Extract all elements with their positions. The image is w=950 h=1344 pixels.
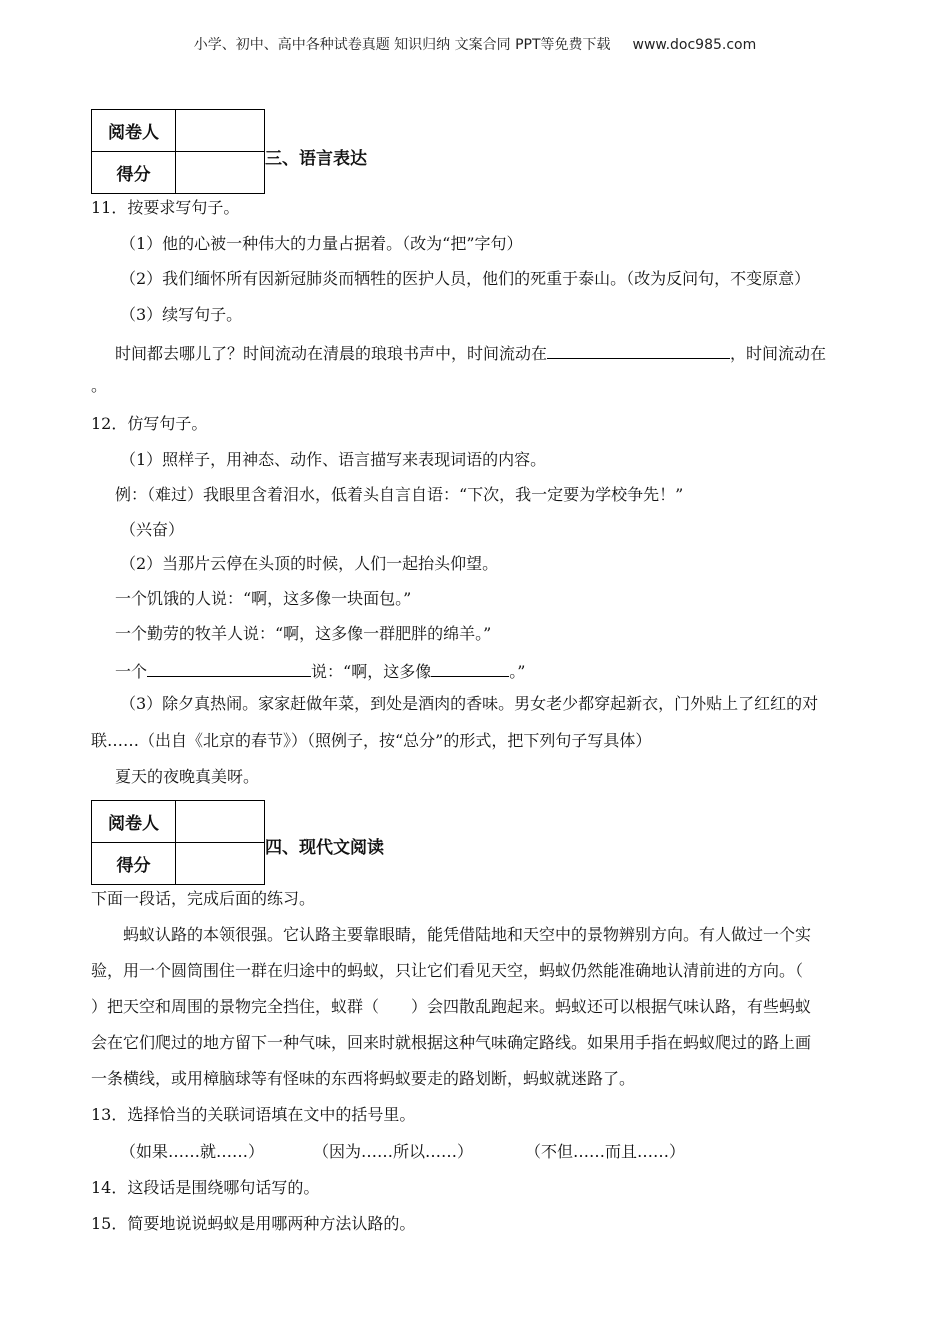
- score-cell: [176, 843, 265, 885]
- q11-answer-blank[interactable]: [547, 340, 730, 359]
- q11-continue-end: 。: [91, 376, 108, 395]
- header-text: 小学、初中、高中各种试卷真题 知识归纳 文案合同 PPT等免费下载: [193, 37, 611, 53]
- q13-option-3: （不但……而且……）: [525, 1142, 686, 1161]
- q12-fill-b: 说：“啊，这多像: [311, 662, 432, 681]
- q13-option-1: （如果……就……）: [120, 1142, 265, 1161]
- q11-item-3: （3）续写句子。: [120, 305, 243, 324]
- passage-line-2: 验，用一个圆筒围住一群在归途中的蚂蚁，只让它们看见天空，蚂蚁仍然能准确地认清前进的方向。（: [91, 961, 804, 980]
- section3-title: 三、语言表达: [265, 149, 367, 169]
- q12-fill-line: [115, 658, 525, 683]
- q11-continue-line: [115, 340, 826, 365]
- passage-line-5: 一条横线，或用樟脑球等有怪味的东西将蚂蚁要走的路划断，蚂蚁就迷路了。: [91, 1069, 636, 1088]
- q11-continue-prefix: 时间都去哪儿了？时间流动在清晨的琅琅书声中，时间流动在: [115, 344, 548, 363]
- q12-prompt: （兴奋）: [120, 520, 185, 539]
- q12-sub2: （2）当那片云停在头顶的时候，人们一起抬头仰望。: [120, 554, 499, 573]
- passage-line-3: ）把天空和周围的景物完全挡住，蚁群（ ）会四散乱跑起来。蚂蚁还可以根据气味认路，有些蚂蚁: [91, 997, 812, 1016]
- score-label: 得分: [92, 843, 176, 885]
- q13-option-2: （因为……所以……）: [313, 1142, 474, 1161]
- q12-fill-a: 一个: [115, 662, 148, 681]
- q11-item-2: （2）我们缅怀所有因新冠肺炎而牺牲的医护人员，他们的死重于泰山。（改为反问句，不变原意）: [120, 269, 811, 288]
- q11-continue-suffix: ，时间流动在: [730, 344, 827, 363]
- q12-example: 例：（难过）我眼里含着泪水，低着头自言自语：“下次，我一定要为学校争先！”: [115, 485, 684, 504]
- passage-line-4: 会在它们爬过的地方留下一种气味，回来时就根据这种气味确定路线。如果用手指在蚂蚁爬过的路上画: [91, 1033, 812, 1052]
- q12-blank-who[interactable]: [147, 658, 311, 677]
- q12-sub3-line2: 联……（出自《北京的春节》）（照例子，按“总分”的形式，把下列句子写具体）: [91, 731, 652, 750]
- passage-line-1: 蚂蚁认路的本领很强。它认路主要靠眼睛，能凭借陆地和天空中的景物辨别方向。有人做过一个实: [123, 925, 812, 944]
- score-box-section4: [91, 800, 265, 885]
- q15-stem: 15．简要地说说蚂蚁是用哪两种方法认路的。: [91, 1214, 416, 1233]
- q12-line-b: 一个勤劳的牧羊人说：“啊，这多像一群肥胖的绵羊。”: [115, 624, 492, 643]
- q12-sub3-prompt: 夏天的夜晚真美呀。: [115, 767, 260, 786]
- grader-cell: [176, 110, 265, 152]
- section4-title: 四、现代文阅读: [265, 838, 384, 858]
- header-url: www.doc985.com: [632, 37, 757, 53]
- score-cell: [176, 152, 265, 194]
- q12-line-a: 一个饥饿的人说：“啊，这多像一块面包。”: [115, 589, 412, 608]
- page-header: [0, 34, 950, 54]
- grader-label: 阅卷人: [92, 110, 176, 152]
- q11-item-1: （1）他的心被一种伟大的力量占据着。（改为“把”字句）: [120, 234, 523, 253]
- q12-blank-what[interactable]: [431, 658, 509, 677]
- q13-stem: 13．选择恰当的关联词语填在文中的括号里。: [91, 1105, 416, 1124]
- score-box-section3: [91, 109, 265, 194]
- passage-intro: 下面一段话，完成后面的练习。: [91, 889, 316, 908]
- score-label: 得分: [92, 152, 176, 194]
- q12-sub3-line1: （3）除夕真热闹。家家赶做年菜，到处是酒肉的香味。男女老少都穿起新衣，门外贴上了红红的对: [120, 694, 819, 713]
- grader-cell: [176, 801, 265, 843]
- q14-stem: 14．这段话是围绕哪句话写的。: [91, 1178, 320, 1197]
- q11-stem: 11．按要求写句子。: [91, 198, 240, 217]
- q12-stem: 12．仿写句子。: [91, 414, 208, 433]
- q12-fill-c: 。”: [509, 662, 526, 681]
- q12-sub1: （1）照样子，用神态、动作、语言描写来表现词语的内容。: [120, 450, 547, 469]
- grader-label: 阅卷人: [92, 801, 176, 843]
